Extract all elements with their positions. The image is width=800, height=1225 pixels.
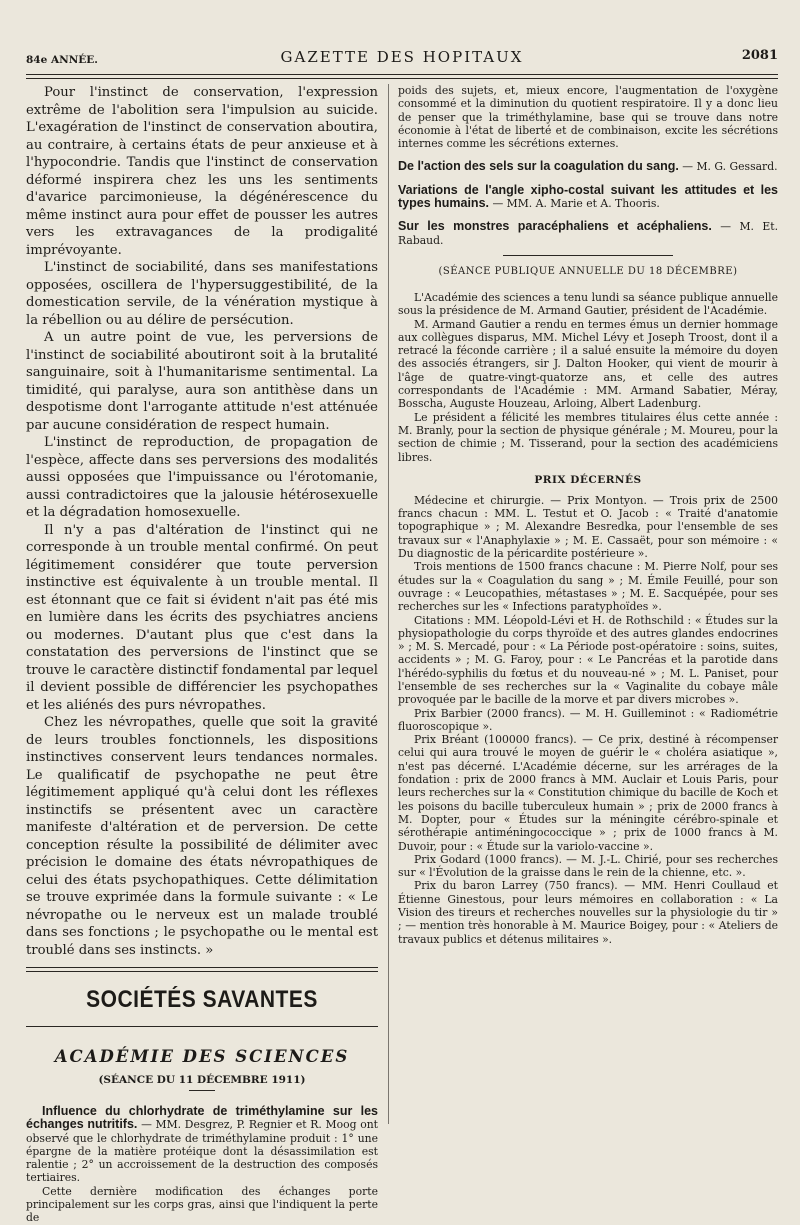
column-divider — [388, 84, 389, 1124]
paragraph: L'Académie des sciences a tenu lundi sa séance publique annuelle sous la présidence de M. Armand Gautier, président de l'Académie. — [398, 290, 778, 318]
left-column — [26, 84, 378, 1225]
paragraph: L'instinct de sociabilité, dans ses manifestations opposées, oscillera de l'hypersuggestibilité, de la domestication servile, de la vénération mystique à la rébellion ou au délire de persécution. — [26, 260, 378, 328]
article-body — [26, 84, 378, 959]
article-entry — [26, 1105, 378, 1225]
paragraph: Le président a félicité les membres titulaires élus cette année : M. Branly, pour la section de physique générale ; M. Moureu, pour la section de chimie ; M. Tisserand, pour la section des académiciens libres. — [398, 410, 778, 464]
article-authors: — MM. A. Marie et A. Thooris. — [492, 197, 660, 211]
paragraph: Chez les névropathes, quelle que soit la gravité de leurs troubles fonctionnels, les dispositions instinctives conservent leurs tendances normales. Le qualificatif de psychopathe ne peut être légitimement appliqué qu'à celui dont les réflexes instinctifs se présentent avec un caractère manifeste d'altération et de perversion. De cette conception résulte la possibilité de délimiter avec précision le domaine des états névropathiques de celui des états psychopathiques. Cette délimitation se trouve exprimée dans la formule suivante : « Le névropathe ou le nerveux est un malade troublé dans ses fonctions ; le psychopathe ou le mental est troublé dans ses instincts. » — [26, 715, 378, 958]
paragraph: L'instinct de reproduction, de propagation de l'espèce, affecte dans ses perversions des modalités aussi opposées que l'impuissance ou l'érotomanie, aussi contradictoires que la jalousie hétérosexuelle et la dégradation homosexuelle. — [26, 435, 378, 520]
article-entry — [398, 160, 778, 173]
session-report — [398, 291, 778, 464]
short-rule — [503, 255, 673, 256]
paragraph: A un autre point de vue, les perversions de l'instinct de sociabilité aboutiront soit à la brutalité sanguinaire, soit à l'humanitarisme sentimental. La timidité, qui paralyse, aura son antithèse dans un despotisme dont l'arrogante attitude n'est atténuée par aucune considération de respect humain. — [26, 330, 378, 433]
article-entry — [398, 184, 778, 211]
header-rule — [26, 74, 778, 75]
paragraph: Il n'y a pas d'altération de l'instinct qui ne corresponde à un trouble mental confirmé. On peut légitimement considérer que toute perversion instinctive est équivalente à un trouble mental. Il est étonnant que ce fait si évident n'ait pas été mis en lumière dans les écrits des psychiatres anciens ou modernes. D'autant plus que c'est dans la constatation des perversions de l'instinct que se trouve le caractère distinctif fondamental par lequel il devient possible de différencier les psychopathes et les aliénés des purs névropathes. — [26, 522, 378, 713]
year-label: 84e ANNÉE. — [26, 54, 98, 66]
article-heading: De l'action des sels sur la coagulation du sang. — [398, 159, 679, 174]
section-rule — [26, 967, 378, 972]
section-title: SOCIÉTÉS SAVANTES — [86, 986, 318, 1013]
article-entry — [398, 220, 778, 247]
paragraph: Trois mentions de 1500 francs chacune : M. Pierre Nolf, pour ses études sur la « Coagulation du sang » ; M. Émile Feuillé, pour son ouvrage : « Leucopathies, métastases » ; M. E. Sacquépée, pour ses recherches sur les « Infections paratyphoïdes ». — [398, 560, 778, 614]
session-date: (SÉANCE PUBLIQUE ANNUELLE DU 18 DÉCEMBRE) — [438, 265, 738, 277]
paragraph: Prix Barbier (2000 francs). — M. H. Guilleminot : « Radiométrie fluoroscopique ». — [398, 706, 778, 733]
article-authors: — M. Et. Rabaud. — [398, 220, 778, 247]
article-text: ont observé que le chlorhydrate de triméthylamine produit : 1° une épargne de la matière protéique dont la désassimilation est ralentie ; 2° un accroissement de la destruction des composés tertiaires. — [26, 1118, 378, 1185]
paragraph: Citations : MM. Léopold-Lévi et H. de Rothschild : « Études sur la physiopathologie du corps thyroïde et des autres glandes endocrines » ; M. S. Mercadé, pour : « La Période post-opératoire : soins, suites, accidents » ; M. G. Faroy, pour : « Le Pancréas et la parotide dans l'hérédo-syphilis du fœtus et du nouveau-né » ; M. L. Paniset, pour l'ensemble de ses recherches sur la « Vaginalite du cobaye mâle provoquée par le bacille de la morve et par divers microbes ». — [398, 613, 778, 707]
header-rule-secondary — [26, 78, 778, 79]
article-text: Cette dernière modification des échanges porte principalement sur les corps gras, ainsi que l'indiquent la perte de — [26, 1184, 378, 1225]
paragraph: Prix du baron Larrey (750 francs). — MM. Henri Coullaud et Étienne Ginestous, pour leurs mémoires en collaboration : « La Vision des tireurs et recherches nouvelles sur la physiologie du tir » ; — mention très honorable à M. Maurice Boigey, pour : « Ateliers de travaux publics et détenus militaires ». — [398, 879, 778, 946]
prizes-heading: PRIX DÉCERNÉS — [534, 473, 642, 486]
page-number: 2081 — [741, 48, 778, 63]
paragraph: Prix Godard (1000 francs). — M. J.-L. Chirié, pour ses recherches sur « l'Évolution de la graisse dans le rein de la chienne, etc. ». — [398, 852, 778, 880]
article-authors: — M. G. Gessard. — [682, 160, 778, 174]
section-rule-bottom — [26, 1026, 378, 1027]
paragraph: poids des sujets, et, mieux encore, l'augmentation de l'oxygène consommé et la diminution du quotient respiratoire. Il y a donc lieu de penser que la triméthylamine, base qui se trouve dans notre économie à l'état de liberté et de combinaison, excite les sécrétions internes comme les sécrétions externes. — [398, 84, 778, 151]
paragraph: M. Armand Gautier a rendu en termes émus un dernier hommage aux collègues disparus, MM. Michel Lévy et Joseph Troost, dont il a retracé la féconde carrière ; il a salué ensuite la mémoire du doyen des associés étrangers, sir J. Dalton Hooker, qui vient de mourir à l'âge de quatre-vingt-quatorze ans, et celle des autres correspondants de l'Académie : MM. Armand Sabatier, Méray, Bosscha, Auguste Houzeau, Arloing, Albert Ladenburg. — [398, 317, 778, 411]
short-rule — [189, 1090, 215, 1091]
prizes-list — [398, 494, 778, 946]
article-heading: Variations de l'angle xipho-costal suivant les attitudes et les types humains. — [398, 182, 778, 211]
journal-title: GAZETTE DES HOPITAUX — [280, 48, 524, 66]
paragraph: Médecine et chirurgie. — Prix Montyon. — Trois prix de 2500 francs chacun : MM. L. Testut et O. Jacob : « Traité d'anatomie topographique » ; M. Alexandre Besredka, pour l'ensemble de ses travaux sur « l'Anaphylaxie » ; M. E. Cassaët, pour son mémoire : « Du diagnostic de la péricardite postérieure ». — [398, 493, 778, 561]
article-heading: Influence du chlorhydrate de triméthylamine sur les échanges nutritifs. — [26, 1104, 378, 1132]
session-date: (SÉANCE DU 11 DÉCEMBRE 1911) — [98, 1074, 306, 1086]
article-continuation — [398, 84, 778, 150]
academy-title: ACADÉMIE DES SCIENCES — [54, 1047, 350, 1066]
right-column — [398, 84, 778, 946]
article-authors: — MM. Desgrez, P. Regnier et R. Moog — [141, 1118, 357, 1132]
paragraph: Pour l'instinct de conservation, l'expression extrême de l'abolition sera l'impulsion au suicide. L'exagération de l'instinct de conservation aboutira, au contraire, à certains états de peur anxieuse et à l'hypocondrie. Tandis que l'instinct de conservation déformé inspirera chez les uns les sentiments d'avarice parcimonieuse, la dégénérescence du même instinct aura pour effet de pousser les autres vers les extravagances de la prodigalité imprévoyante. — [26, 85, 378, 258]
paragraph: Prix Bréant (100000 francs). — Ce prix, destiné à récompenser celui qui aura trouvé le moyen de guérir le « choléra asiatique », n'est pas décerné. L'Académie décerne, sur les arrérages de la fondation : prix de 2000 francs à MM. Auclair et Louis Paris, pour leurs recherches sur la « Constitution chimique du bacille de Koch et les poisons du bacille tuberculeux humain » ; prix de 2000 francs à M. Dopter, pour « Études sur la méningite cérébro-spinale et sérothérapie antiméningococcique » ; prix de 1000 francs à M. Duvoir, pour : « Étude sur la variolo-vaccine ». — [398, 733, 778, 853]
article-heading: Sur les monstres paracéphaliens et acéphaliens. — [398, 219, 712, 234]
page-header — [26, 46, 778, 68]
